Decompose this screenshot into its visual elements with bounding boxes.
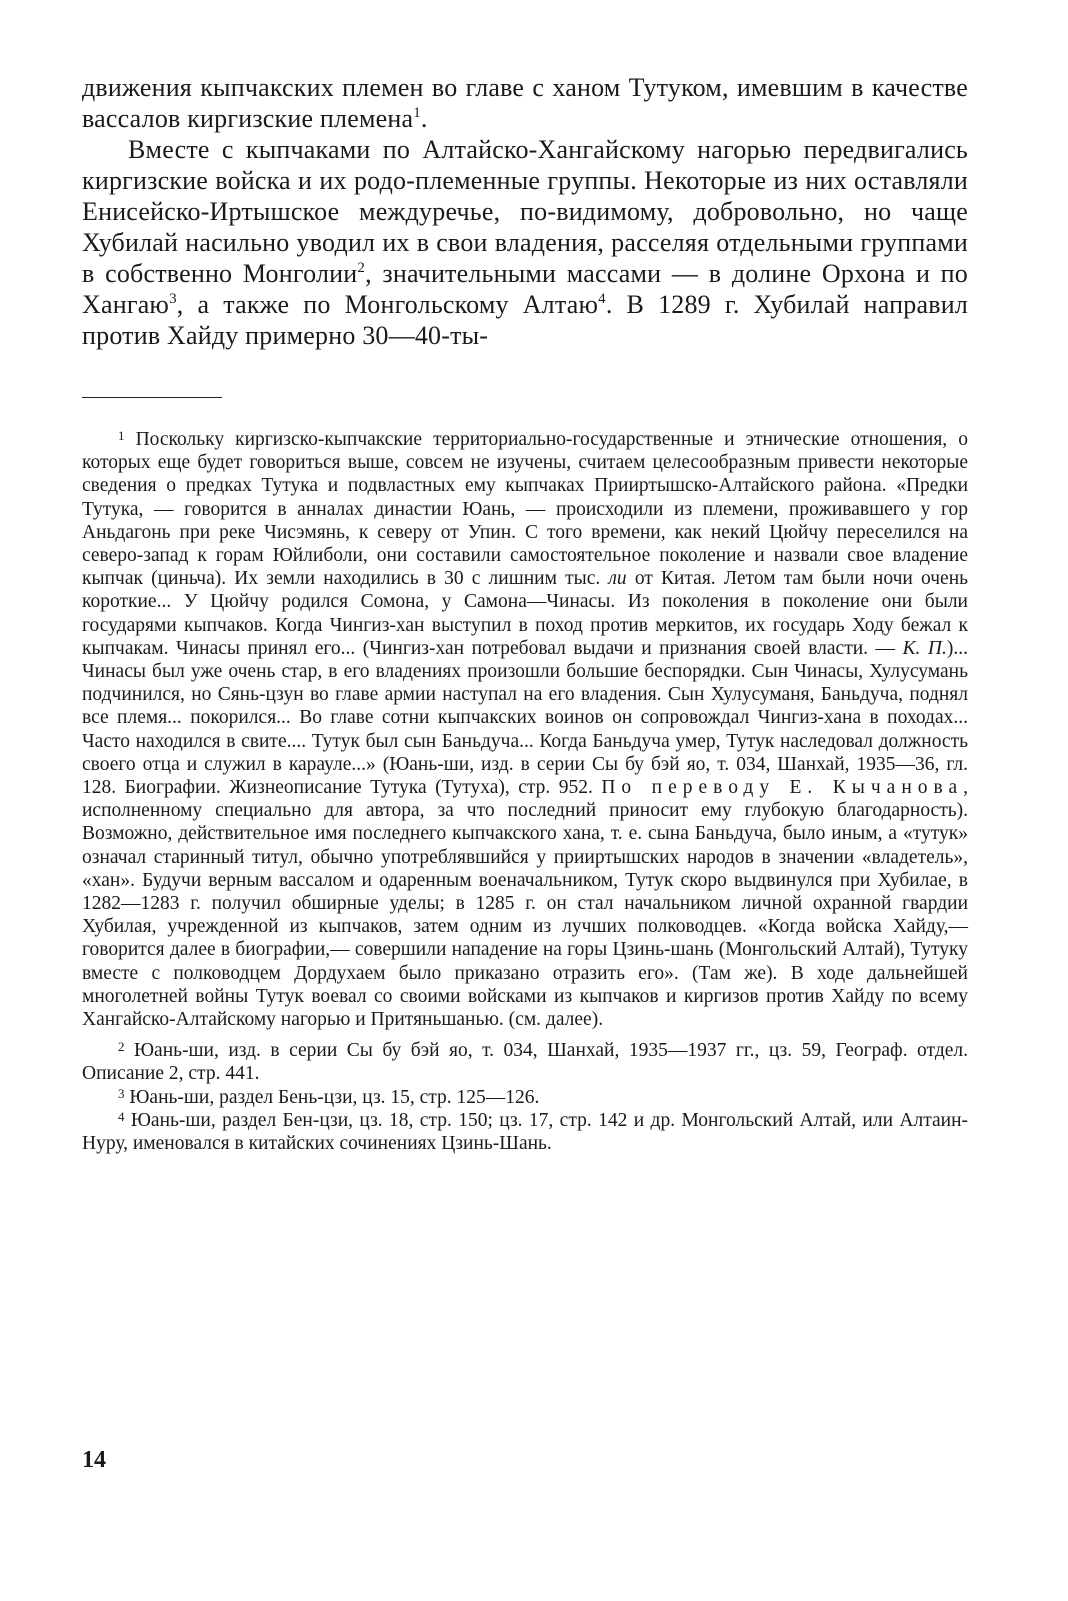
paragraph-1 — [82, 72, 968, 134]
footnote-1-li: ли — [608, 568, 627, 590]
page — [82, 72, 968, 1155]
footnote-2 — [82, 1039, 968, 1085]
footnote-separator — [82, 397, 222, 398]
footnote-1-text-d: , исполненному специально для автора, за что последний приносит ему глубокую благодарность). Возможно, действительное имя последнего кыпчакского хана, т. е. сына Баньдуча, было иным, а «тутук» означал старинный титул, обычно употреблявшийся у прииртышских народов в значении «владетель», «хан». Будучи верным вассалом и одаренным военачальником, Тутук скоро выдвинулся при Хубилае, в 1282—1283 г. получил обширные уделы; в 1285 г. он стал начальником личной охранной гвардии Хубилая, учрежденной из кыпчаков, затем одним из лучших полководцев. «Когда войска Хайду,— говорится далее в биографии,— совершили нападение на горы Цзинь-шань (Монгольский Алтай), Тутуку вместе с полководцем Дордухаем было приказано отразить его». (Там же). В ходе дальнейшей многолетней войны Тутук воевал со своими войсками из кыпчаков и киргизов против Хайду по всему Хангайско-Алтайскому нагорью и Притяньшанью. (см. далее). — [82, 777, 969, 1031]
paragraph-1-text: движения кыпчакских племен во главе с ханом Тутуком, имевшим в качестве вассалов киргизские племена — [82, 73, 968, 133]
page-number: 14 — [82, 1447, 106, 1473]
footnote-1-author-initials: К. П. — [902, 637, 947, 659]
footnote-3 — [82, 1086, 968, 1109]
footnote-4 — [82, 1109, 968, 1155]
paragraph-1-end: . — [420, 104, 428, 133]
footnote-1-text-a: Поскольку киргизско-кыпчакские территориально-государственные и этнические отношения, о которых еще будет говориться выше, совсем не изучены, считаем целесообразным привести некоторые сведения о предках Тутука и подвластных ему кыпчаках Прииртышско-Алтайского района. «Предки Тутука, — говорится в анналах династии Юань, — происходили из племени, проживавшего у гор Аньдагонь при реке Чисэмянь, к северу от Упин. С того времени, как некий Цюйчу переселился на северо-запад к горам Юйлиболи, они составили самостоятельное поколение и назвали свое владение кыпчак (циньча). Их земли находились в 30 с лишним тыс. — [82, 429, 968, 590]
footnote-ref-1[interactable]: 1 — [413, 105, 421, 121]
footnote-1 — [82, 428, 968, 1031]
footnote-ref-3[interactable]: 3 — [169, 291, 177, 307]
footnote-2-text: Юань-ши, изд. в серии Сы бу бэй яо, т. 034, Шанхай, 1935—1937 гг., цз. 59, Географ. отдел. Описание 2, стр. 441. — [82, 1040, 968, 1085]
footnote-ref-2[interactable]: 2 — [357, 260, 366, 276]
footnote-1-translator: По переводу Е. Кычанова — [601, 777, 964, 799]
paragraph-2-text-b: , значительными массами — в долине Орхона и по Хангаю — [82, 259, 968, 319]
paragraph-2-text-a: Вместе с кыпчаками по Алтайско-Хангайскому нагорью передвигались киргизские войска и их родо-племенные группы. Некоторые из них оставляли Енисейско-Иртышское междуречье, по-видимому, добровольно, но чаще Хубилай насильно уводил их в свои владения, расселяя отдельными группами в собственно Монголии — [82, 135, 968, 288]
footnote-3-text: Юань-ши, раздел Бень-цзи, цз. 15, стр. 125—126. — [129, 1086, 540, 1108]
footnote-4-marker: 4 — [118, 1108, 125, 1124]
footnote-4-text: Юань-ши, раздел Бен-цзи, цз. 18, стр. 150; цз. 17, стр. 142 и др. Монгольский Алтай, или Алтаин-Нуру, именовался в китайских сочинениях Цзинь-Шань. — [82, 1109, 969, 1155]
footnote-1-text-b: от Китая. Летом там были ночи очень короткие... У Цюйчу родился Сомона, у Самона—Чинасы. Из поколения в поколение они были государями кыпчаков. Когда Чингиз-хан выступил в поход против меркитов, их государь Ходу бежал к кыпчакам. Чинасы принял его... (Чингиз-хан потребовал выдачи и признания своей власти. — — [82, 568, 969, 659]
footnote-2-marker: 2 — [118, 1039, 125, 1055]
paragraph-2-text-c: , а также по Монгольскому Алтаю — [176, 290, 599, 319]
main-text — [82, 72, 968, 351]
paragraph-2-text-d: . В 1289 г. Хубилай направил против Хайду примерно 30—40-ты- — [82, 290, 969, 350]
footnote-ref-4[interactable]: 4 — [598, 291, 606, 307]
footnotes — [82, 428, 968, 1155]
footnote-3-marker: 3 — [118, 1085, 125, 1101]
paragraph-2 — [82, 134, 968, 351]
footnote-1-text-c: )... Чинасы был уже очень стар, в его владениях произошли большие беспорядки. Сын Чинасы, Хулусумань подчинился, но Сянь-цзун во главе армии наступал на его владения. Сын Хулусуманя, Баньдуча, поднял все племя... покорился... Во главе сотни кыпчакских воинов он сопровождал Чингиз-хана в походах... Часто находился в свите.... Тутук был сын Баньдуча... Когда Баньдуча умер, Тутук наследовал должность своего отца и служил в карауле...» (Юань-ши, изд. в серии Сы бу бэй яо, т. 034, Шанхай, 1935—36, гл. 128. Биографии. Жизнеописание Тутука (Тутуха), стр. 952. — [82, 637, 968, 799]
footnote-1-marker: 1 — [118, 428, 125, 443]
